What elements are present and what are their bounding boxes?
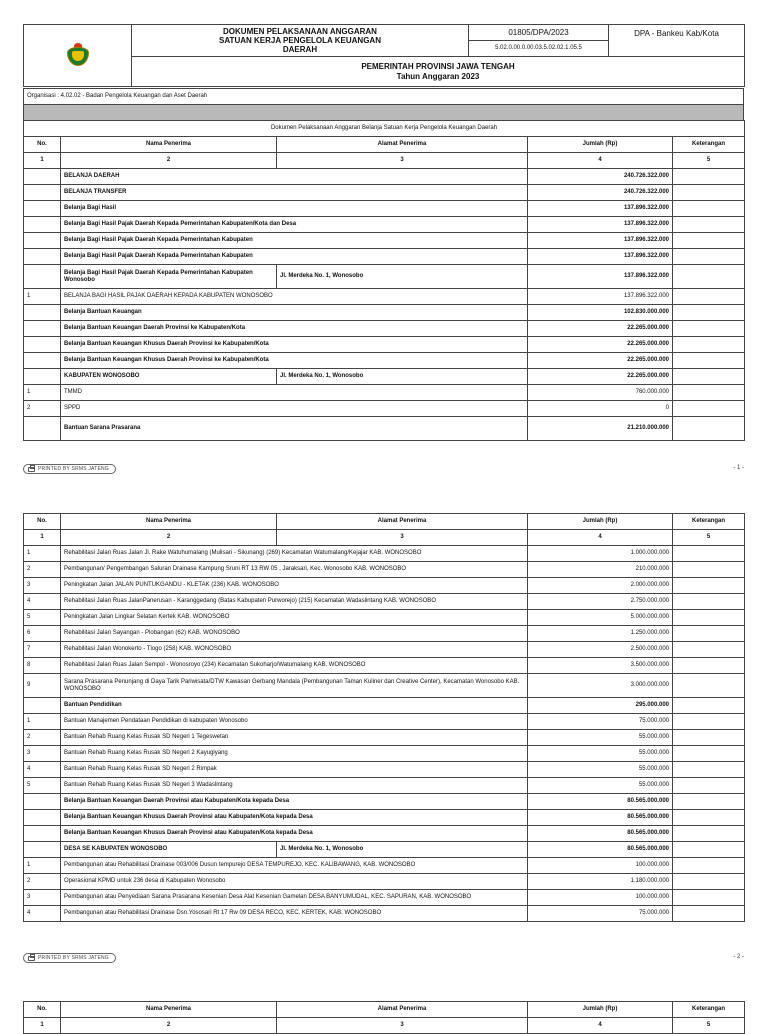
row-nama-penerima: Belanja Bagi Hasil Pajak Daerah Kepada Pemerintahan Kabupaten (61, 233, 528, 249)
doc-title: DOKUMEN PELAKSANAAN ANGGARAN SATUAN KERJA PENGELOLA KEUANGAN DAERAH (132, 25, 469, 57)
table-row (24, 906, 745, 922)
budget-table-page-2 (23, 513, 745, 922)
table-row (24, 594, 745, 610)
table-row (24, 417, 745, 441)
organisasi-row (23, 88, 744, 121)
row-nama-penerima: Pembangunan atau Rehabilitasi Drainase Dsn.Yososari Rt 17 Rw 09 DESA RECO, KEC. KERTEK, KAB. WONOSOBO (61, 906, 528, 922)
row-nama-penerima: BELANJA BAGI HASIL PAJAK DAERAH KEPADA KABUPATEN WONOSOBO (61, 289, 528, 305)
table-row (24, 658, 745, 674)
row-jumlah: 22.265.000.000 (528, 321, 673, 337)
row-no: 3 (24, 746, 61, 762)
row-nama-penerima: Pembangunan/ Pengembangan Saluran Drainase Kampung Sruni RT 13 RW 05 , Jaraksari, Kec. Wonosobo KAB. WONOSOBO (61, 562, 528, 578)
table-row (24, 810, 745, 826)
row-no: 4 (24, 762, 61, 778)
table-row (24, 562, 745, 578)
row-keterangan (673, 289, 745, 305)
row-keterangan (673, 746, 745, 762)
document-header (23, 24, 745, 87)
col-header-no: No. (24, 137, 61, 153)
budget-table-page-3 (23, 1001, 745, 1034)
table-row (24, 858, 745, 874)
row-jumlah: 137.896.322.000 (528, 289, 673, 305)
row-no (24, 169, 61, 185)
table-row (24, 233, 745, 249)
row-nama-penerima: Sarana Prasarana Penunjang di Daya Tarik Pariwisata/DTW Kawasan Gerbang Mandala (Pembangunan Taman Kuliner dan Creative Center), Kecamatan Wonosobo KAB. WONOSOBO (61, 674, 528, 698)
row-nama-penerima: Peningkatan Jalan JALAN PUNTUKGANDU - KLETAK (236) KAB. WONOSOBO (61, 578, 528, 594)
col-header-alamat: Alamat Penerima (277, 1002, 528, 1018)
row-alamat-penerima: Jl. Merdeka No. 1, Wonosobo (277, 842, 528, 858)
row-nama-penerima: Rehabilitasi Jalan Ruas Jalan Sempol - Wonosroyo (234) Kecamatan Sukoharjo/Watumalang KAB. WONOSOBO (61, 658, 528, 674)
row-keterangan (673, 305, 745, 321)
row-no: 1 (24, 714, 61, 730)
table-row (24, 185, 745, 201)
table-row (24, 642, 745, 658)
table-row (24, 249, 745, 265)
gov-name: PEMERINTAH PROVINSI JAWA TENGAH (361, 62, 515, 72)
row-no: 2 (24, 874, 61, 890)
col-index-3: 3 (277, 153, 528, 169)
row-jumlah: 0 (528, 401, 673, 417)
row-jumlah: 80.565.000.000 (528, 826, 673, 842)
row-jumlah: 22.265.000.000 (528, 337, 673, 353)
page-footer-2 (23, 953, 744, 965)
row-no (24, 265, 61, 289)
table-row (24, 546, 745, 562)
col-header-jumlah: Jumlah (Rp) (528, 1002, 673, 1018)
row-jumlah: 1.000.000.000 (528, 546, 673, 562)
col-header-keterangan: Keterangan (673, 514, 745, 530)
col-header-alamat: Alamat Penerima (277, 514, 528, 530)
printer-icon (28, 467, 35, 472)
row-alamat-penerima: Jl. Merdeka No. 1, Wonosobo (277, 265, 528, 289)
table-row (24, 369, 745, 385)
row-no: 1 (24, 858, 61, 874)
row-keterangan (673, 369, 745, 385)
row-keterangan (673, 778, 745, 794)
row-keterangan (673, 417, 745, 441)
page-number: - 1 - (733, 465, 744, 471)
col-index-4: 4 (528, 153, 673, 169)
doc-code: 5.02.0.00.0.00.03.5.02.02.1.05.5 (469, 41, 609, 57)
row-no: 6 (24, 626, 61, 642)
row-nama-penerima: Belanja Bantuan Keuangan Khusus Daerah Provinsi atau Kabupaten/Kota kepada Desa (61, 810, 528, 826)
row-keterangan (673, 890, 745, 906)
col-header-keterangan: Keterangan (673, 137, 745, 153)
printed-by-badge: PRINTED BY SRMS JATENG (23, 953, 116, 963)
row-nama-penerima: Bantuan Rehab Ruang Kelas Rusak SD Negeri 2 Rimpak (61, 762, 528, 778)
row-nama-penerima: Pembangunan atau Penyediaan Sarana Prasarana Kesenian Desa Alat Kesenian Gamelan DESA BANYUMUDAL, KEC. SAPURAN, KAB. WONOSOBO (61, 890, 528, 906)
gov-heading (132, 57, 745, 87)
row-no: 4 (24, 906, 61, 922)
row-keterangan (673, 233, 745, 249)
row-keterangan (673, 794, 745, 810)
row-jumlah: 5.000.000.000 (528, 610, 673, 626)
col-header-no: No. (24, 1002, 61, 1018)
row-nama-penerima: Bantuan Pendidikan (61, 698, 528, 714)
table-row (24, 730, 745, 746)
row-jumlah: 80.565.000.000 (528, 810, 673, 826)
row-jumlah: 22.265.000.000 (528, 369, 673, 385)
row-jumlah: 2.500.000.000 (528, 642, 673, 658)
col-index-2: 2 (61, 530, 277, 546)
row-nama-penerima: Operasional KPMD untuk 236 desa di Kabupaten Wonosobo (61, 874, 528, 890)
row-nama-penerima: Belanja Bantuan Keuangan (61, 305, 528, 321)
row-nama-penerima: Rehabilitasi Jalan Ruas JalanPanerusan - Karanggedang (Batas Kabupaten Purworejo) (215) Kecamatan Wadaslintang KAB. WONOSOBO (61, 594, 528, 610)
row-keterangan (673, 385, 745, 401)
row-nama-penerima: Bantuan Rehab Ruang Kelas Rusak SD Negeri 1 Tegeswetan (61, 730, 528, 746)
section-title: Dokumen Pelaksanaan Anggaran Belanja Satuan Kerja Pengelola Keuangan Daerah (24, 121, 745, 137)
printed-by-badge: PRINTED BY SRMS JATENG (23, 464, 116, 474)
col-index-3: 3 (277, 1018, 528, 1034)
row-no (24, 321, 61, 337)
row-jumlah: 55.000.000 (528, 730, 673, 746)
table-row (24, 337, 745, 353)
col-index-5: 5 (673, 1018, 745, 1034)
table-row (24, 321, 745, 337)
col-header-keterangan: Keterangan (673, 1002, 745, 1018)
table-row (24, 826, 745, 842)
row-jumlah: 210.000.000 (528, 562, 673, 578)
row-nama-penerima: Bantuan Manajemen Pendataan Pendidikan di kabupaten Wonosobo (61, 714, 528, 730)
row-jumlah: 137.896.322.000 (528, 233, 673, 249)
col-index-2: 2 (61, 153, 277, 169)
row-keterangan (673, 401, 745, 417)
row-keterangan (673, 858, 745, 874)
row-keterangan (673, 826, 745, 842)
doc-type: DPA - Bankeu Kab/Kota (609, 25, 745, 57)
row-no: 8 (24, 658, 61, 674)
row-keterangan (673, 169, 745, 185)
col-header-nama: Nama Penerima (61, 1002, 277, 1018)
row-no: 2 (24, 730, 61, 746)
row-no (24, 698, 61, 714)
row-no: 3 (24, 890, 61, 906)
row-no: 1 (24, 546, 61, 562)
row-keterangan (673, 906, 745, 922)
table-row (24, 169, 745, 185)
row-no (24, 305, 61, 321)
row-jumlah: 240.726.322.000 (528, 169, 673, 185)
row-jumlah: 102.830.000.000 (528, 305, 673, 321)
row-no (24, 794, 61, 810)
row-no: 7 (24, 642, 61, 658)
row-keterangan (673, 578, 745, 594)
row-keterangan (673, 337, 745, 353)
row-nama-penerima: Rehabilitasi Jalan Wonokerto - Tlogo (258) KAB. WONOSOBO (61, 642, 528, 658)
col-index-4: 4 (528, 530, 673, 546)
row-nama-penerima: Bantuan Rehab Ruang Kelas Rusak SD Negeri 3 Wadaslintang (61, 778, 528, 794)
row-keterangan (673, 730, 745, 746)
row-nama-penerima: BELANJA TRANSFER (61, 185, 528, 201)
row-jumlah: 22.265.000.000 (528, 353, 673, 369)
row-nama-penerima: Belanja Bantuan Keuangan Khusus Daerah Provinsi ke Kabupaten/Kota (61, 353, 528, 369)
budget-table-page-1 (23, 120, 745, 441)
col-index-1: 1 (24, 1018, 61, 1034)
col-header-no: No. (24, 514, 61, 530)
col-index-1: 1 (24, 153, 61, 169)
row-jumlah: 3.000.000.000 (528, 674, 673, 698)
logo-cell (24, 25, 132, 87)
row-no: 5 (24, 610, 61, 626)
row-jumlah: 137.896.322.000 (528, 217, 673, 233)
row-keterangan (673, 265, 745, 289)
row-keterangan (673, 201, 745, 217)
row-jumlah: 137.896.322.000 (528, 201, 673, 217)
row-nama-penerima: Bantuan Sarana Prasarana (61, 417, 528, 441)
row-no: 2 (24, 401, 61, 417)
row-nama-penerima: BELANJA DAERAH (61, 169, 528, 185)
organisasi-label: Organisasi : 4.02.02 - Badan Pengelola Keuangan dan Aset Daerah (24, 89, 744, 105)
col-index-5: 5 (673, 530, 745, 546)
row-jumlah: 100.000.000 (528, 858, 673, 874)
row-nama-penerima: Rehabilitasi Jalan Ruas Jalan Jl. Rake Watuhumalang (Mulisari - Sikunang) (269) Kecamatan Watumalang/Kejajar KAB. WONOSOBO (61, 546, 528, 562)
row-nama-penerima: Bantuan Rehab Ruang Kelas Rusak SD Negeri 2 Kayugiyang (61, 746, 528, 762)
table-row (24, 890, 745, 906)
row-keterangan (673, 546, 745, 562)
row-no (24, 826, 61, 842)
table-row (24, 778, 745, 794)
row-jumlah: 80.565.000.000 (528, 842, 673, 858)
row-keterangan (673, 217, 745, 233)
row-no: 4 (24, 594, 61, 610)
row-nama-penerima: Belanja Bagi Hasil Pajak Daerah Kepada Pemerintahan Kabupaten/Kota dan Desa (61, 217, 528, 233)
row-no: 2 (24, 562, 61, 578)
row-nama-penerima: Belanja Bantuan Keuangan Daerah Provinsi atau Kabupaten/Kota kepada Desa (61, 794, 528, 810)
col-index-1: 1 (24, 530, 61, 546)
col-index-4: 4 (528, 1018, 673, 1034)
row-jumlah: 55.000.000 (528, 778, 673, 794)
row-jumlah: 75.000.000 (528, 714, 673, 730)
row-no (24, 249, 61, 265)
row-nama-penerima: KABUPATEN WONOSOBO (61, 369, 277, 385)
table-row (24, 305, 745, 321)
row-nama-penerima: Belanja Bantuan Keuangan Khusus Daerah Provinsi atau Kabupaten/Kota kepada Desa (61, 826, 528, 842)
row-alamat-penerima: Jl. Merdeka No. 1, Wonosobo (277, 369, 528, 385)
row-keterangan (673, 353, 745, 369)
table-row (24, 289, 745, 305)
row-keterangan (673, 562, 745, 578)
row-nama-penerima: TMMD (61, 385, 528, 401)
fiscal-year: Tahun Anggaran 2023 (396, 71, 480, 81)
col-index-5: 5 (673, 153, 745, 169)
row-nama-penerima: Belanja Bagi Hasil Pajak Daerah Kepada Pemerintahan Kabupaten (61, 249, 528, 265)
row-nama-penerima: Peningkatan Jalan Lingkar Selatan Kertek KAB. WONOSOBO (61, 610, 528, 626)
row-no: 1 (24, 289, 61, 305)
row-keterangan (673, 698, 745, 714)
col-index-3: 3 (277, 530, 528, 546)
row-jumlah: 1.180.000.000 (528, 874, 673, 890)
row-no (24, 353, 61, 369)
row-keterangan (673, 762, 745, 778)
row-no (24, 810, 61, 826)
row-keterangan (673, 594, 745, 610)
table-row (24, 217, 745, 233)
col-header-jumlah: Jumlah (Rp) (528, 514, 673, 530)
row-keterangan (673, 874, 745, 890)
row-jumlah: 1.250.000.000 (528, 626, 673, 642)
table-row (24, 674, 745, 698)
row-jumlah: 80.565.000.000 (528, 794, 673, 810)
row-jumlah: 75.000.000 (528, 906, 673, 922)
row-keterangan (673, 810, 745, 826)
row-jumlah: 3.500.000.000 (528, 658, 673, 674)
row-keterangan (673, 642, 745, 658)
table-row (24, 794, 745, 810)
row-keterangan (673, 714, 745, 730)
page-footer-1 (23, 464, 744, 476)
row-no (24, 201, 61, 217)
row-jumlah: 55.000.000 (528, 762, 673, 778)
table-row (24, 762, 745, 778)
table-row (24, 698, 745, 714)
table-row (24, 265, 745, 289)
row-keterangan (673, 842, 745, 858)
row-no (24, 842, 61, 858)
row-jumlah: 137.896.322.000 (528, 249, 673, 265)
row-jumlah: 760.000.000 (528, 385, 673, 401)
row-nama-penerima: DESA SE KABUPATEN WONOSOBO (61, 842, 277, 858)
table-row (24, 714, 745, 730)
row-jumlah: 240.726.322.000 (528, 185, 673, 201)
row-no (24, 417, 61, 441)
row-keterangan (673, 626, 745, 642)
row-no (24, 185, 61, 201)
row-nama-penerima: Belanja Bantuan Keuangan Khusus Daerah Provinsi ke Kabupaten/Kota (61, 337, 528, 353)
row-no: 1 (24, 385, 61, 401)
gray-band (24, 105, 744, 121)
row-keterangan (673, 674, 745, 698)
row-keterangan (673, 185, 745, 201)
row-jumlah: 295.000.000 (528, 698, 673, 714)
table-row (24, 626, 745, 642)
row-jumlah: 2.750.000.000 (528, 594, 673, 610)
col-header-jumlah: Jumlah (Rp) (528, 137, 673, 153)
jawa-tengah-emblem-icon (65, 43, 91, 69)
row-no: 5 (24, 778, 61, 794)
table-row (24, 385, 745, 401)
row-nama-penerima: Rehabilitasi Jalan Sayangan - Plobangan (62) KAB. WONOSOBO (61, 626, 528, 642)
printer-icon (28, 956, 35, 961)
col-index-2: 2 (61, 1018, 277, 1034)
row-no (24, 217, 61, 233)
table-row (24, 201, 745, 217)
row-keterangan (673, 658, 745, 674)
row-nama-penerima: Belanja Bagi Hasil (61, 201, 528, 217)
row-jumlah: 55.000.000 (528, 746, 673, 762)
page-number: - 2 - (733, 954, 744, 960)
row-nama-penerima: Pembangunan atau Rehabilitasi Drainase 003/006 Dusun tempurejo DESA TEMPUREJO, KEC. KALIBAWANG, KAB. WONOSOBO (61, 858, 528, 874)
col-header-alamat: Alamat Penerima (277, 137, 528, 153)
row-nama-penerima: SPPD (61, 401, 528, 417)
table-row (24, 353, 745, 369)
row-jumlah: 2.000.000.000 (528, 578, 673, 594)
table-row (24, 842, 745, 858)
table-row (24, 610, 745, 626)
col-header-nama: Nama Penerima (61, 137, 277, 153)
row-no (24, 337, 61, 353)
table-row (24, 746, 745, 762)
row-no: 9 (24, 674, 61, 698)
row-jumlah: 137.896.322.000 (528, 265, 673, 289)
table-row (24, 401, 745, 417)
row-keterangan (673, 610, 745, 626)
row-jumlah: 100.000.000 (528, 890, 673, 906)
col-header-nama: Nama Penerima (61, 514, 277, 530)
row-nama-penerima: Belanja Bagi Hasil Pajak Daerah Kepada Pemerintahan Kabupaten Wonosobo (61, 265, 277, 289)
row-keterangan (673, 249, 745, 265)
row-no (24, 369, 61, 385)
table-row (24, 874, 745, 890)
table-row (24, 578, 745, 594)
row-no (24, 233, 61, 249)
row-no: 3 (24, 578, 61, 594)
row-keterangan (673, 321, 745, 337)
doc-number: 01805/DPA/2023 (469, 25, 609, 41)
row-jumlah: 21.210.000.000 (528, 417, 673, 441)
row-nama-penerima: Belanja Bantuan Keuangan Daerah Provinsi ke Kabupaten/Kota (61, 321, 528, 337)
